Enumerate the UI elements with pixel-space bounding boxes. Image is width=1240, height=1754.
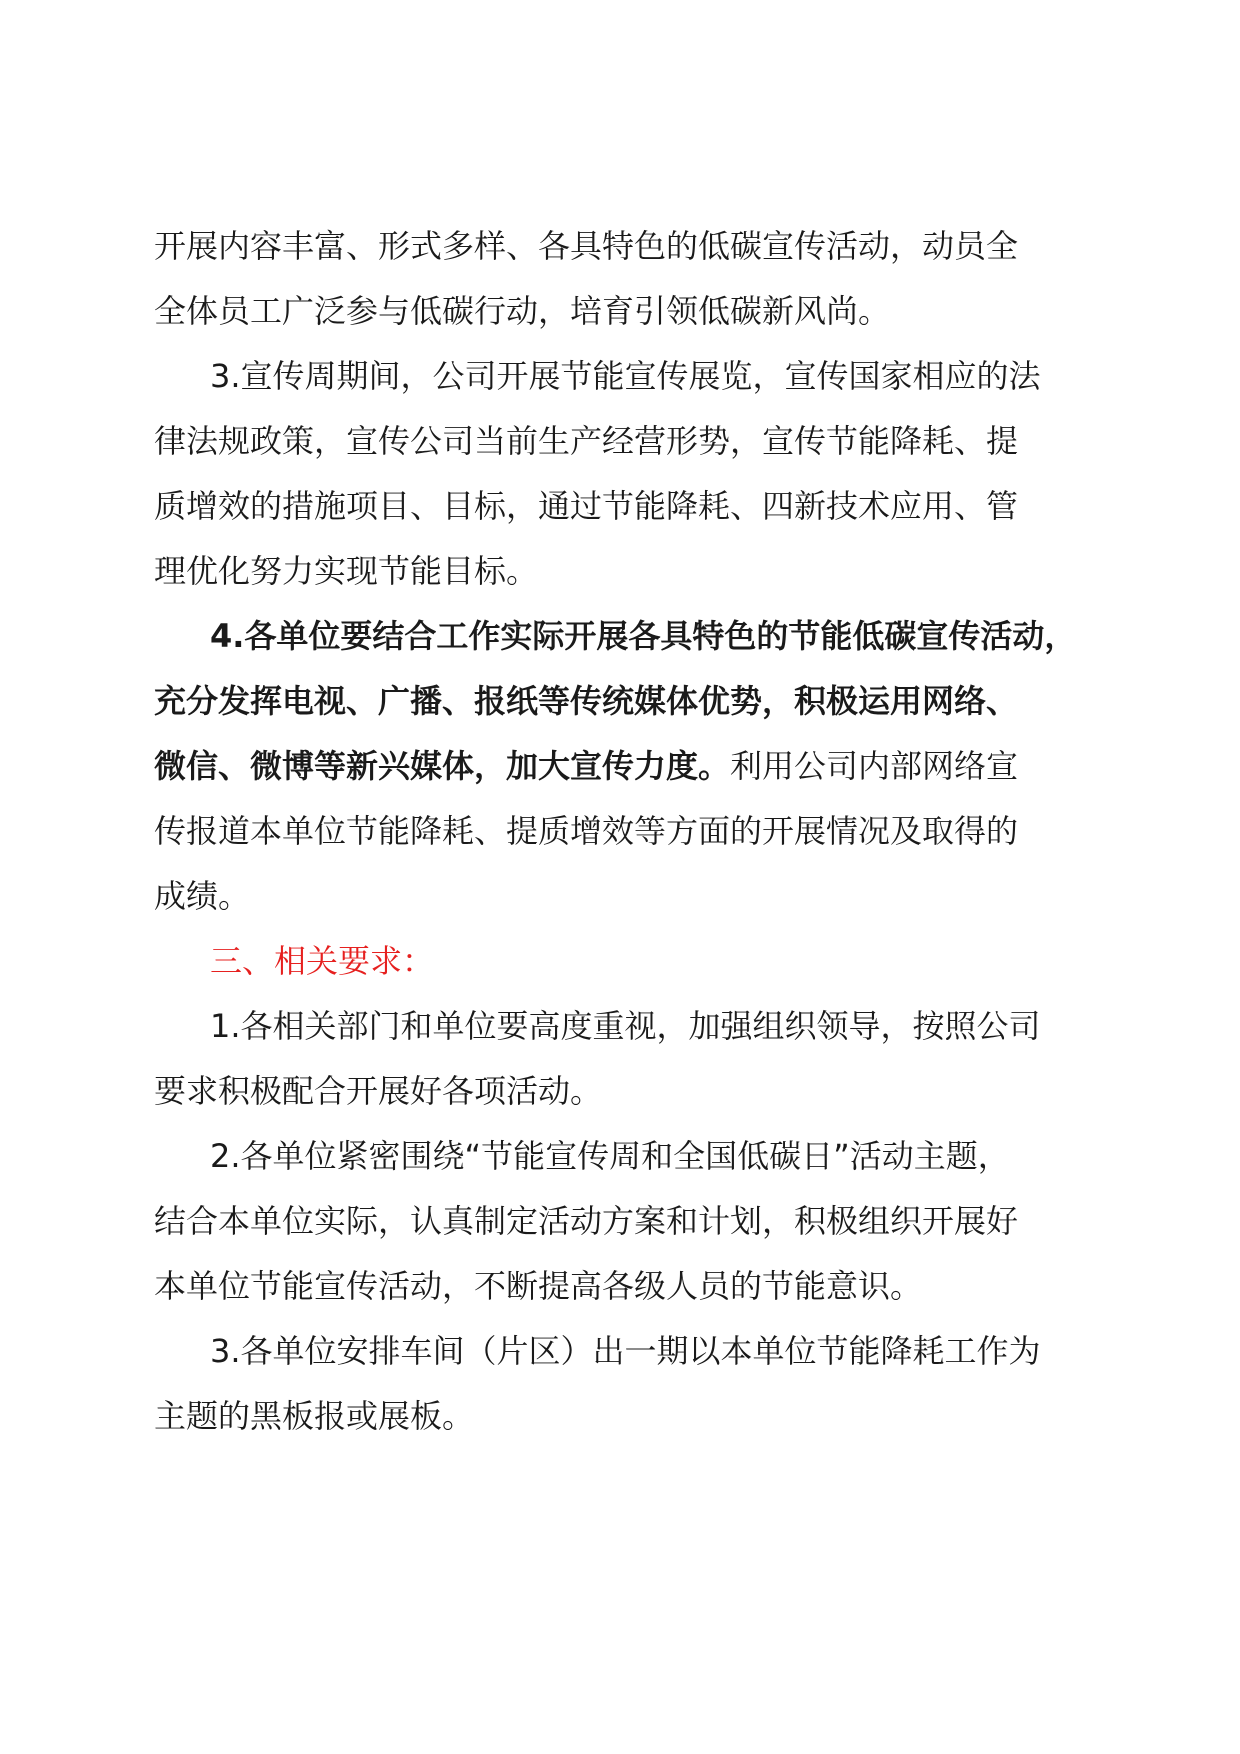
- bold-text-line: 4.各单位要结合工作实际开展各具特色的节能低碳宣传活动，: [210, 617, 1077, 655]
- text-line: 传报道本单位节能降耗、提质增效等方面的开展情况及取得的: [154, 812, 1019, 850]
- paragraph-requirement-2: [154, 1124, 1084, 1319]
- paragraph-activity-intro: [154, 214, 1084, 344]
- text-line: 3.宣传周期间，公司开展节能宣传展览，宣传国家相应的法: [210, 357, 1041, 395]
- mixed-text-line: [154, 734, 1084, 799]
- paragraph-item-3-exhibition: [154, 344, 1084, 604]
- text-line: 本单位节能宣传活动，不断提高各级人员的节能意识。: [154, 1267, 923, 1305]
- text-line: 主题的黑板报或展板。: [154, 1397, 475, 1435]
- bold-text-fragment: 微信、微博等新兴媒体，加大宣传力度。: [154, 747, 731, 785]
- section-heading-text: 三、相关要求：: [210, 942, 435, 980]
- document-body: [154, 214, 1084, 1449]
- text-line: 律法规政策，宣传公司当前生产经营形势，宣传节能降耗、提: [154, 422, 1019, 460]
- text-line: 1.各相关部门和单位要高度重视，加强组织领导，按照公司: [210, 1007, 1041, 1045]
- paragraph-requirement-3: [154, 1319, 1084, 1449]
- text-line: 要求积极配合开展好各项活动。: [154, 1072, 603, 1110]
- text-line: 成绩。: [154, 877, 251, 915]
- section-heading-requirements: [154, 929, 1084, 994]
- text-line: 结合本单位实际，认真制定活动方案和计划，积极组织开展好: [154, 1202, 1019, 1240]
- paragraph-requirement-1: [154, 994, 1084, 1124]
- text-line: 3.各单位安排车间（片区）出一期以本单位节能降耗工作为: [210, 1332, 1041, 1370]
- bold-text-line: 充分发挥电视、广播、报纸等传统媒体优势，积极运用网络、: [154, 682, 1019, 720]
- text-line: 全体员工广泛参与低碳行动，培育引领低碳新风尚。: [154, 292, 891, 330]
- text-line: 质增效的措施项目、目标，通过节能降耗、四新技术应用、管: [154, 487, 1019, 525]
- text-line: 2.各单位紧密围绕“节能宣传周和全国低碳日”活动主题，: [210, 1137, 1010, 1175]
- text-line: 开展内容丰富、形式多样、各具特色的低碳宣传活动，动员全: [154, 227, 1019, 265]
- text-line: 理优化努力实现节能目标。: [154, 552, 539, 590]
- paragraph-item-4-media: [154, 604, 1084, 929]
- text-fragment: 利用公司内部网络宣: [730, 747, 1019, 785]
